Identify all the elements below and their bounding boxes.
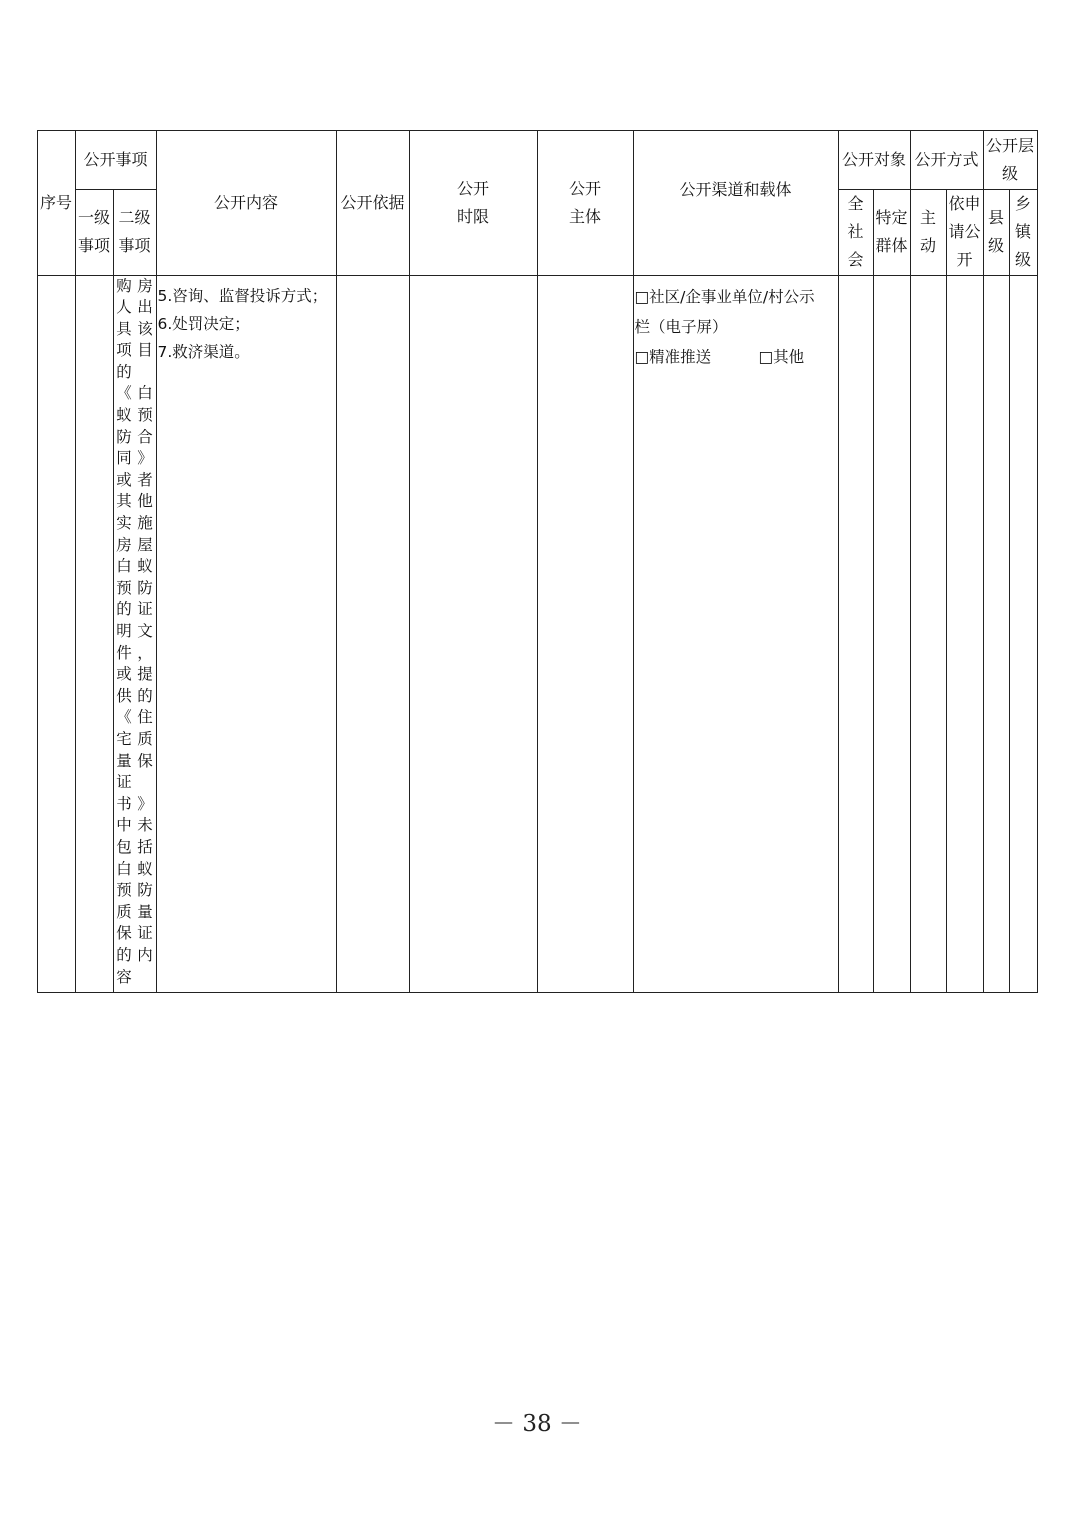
secondary-right-char: 屋 bbox=[137, 535, 153, 554]
secondary-left-char: 的 bbox=[116, 945, 132, 964]
content-line-6: 6.处罚决定； bbox=[157, 314, 250, 333]
content-line-7: 7.救济渠道。 bbox=[157, 342, 250, 361]
row-time-limit bbox=[409, 275, 538, 993]
secondary-right-char: 施 bbox=[137, 514, 153, 533]
secondary-left-char: 实 bbox=[116, 514, 132, 533]
header-audience-all: 全 社 会 bbox=[838, 189, 874, 276]
secondary-right-char: 量 bbox=[137, 902, 153, 921]
secondary-right-char: 蚁 bbox=[137, 859, 153, 878]
secondary-right-char: 的 bbox=[137, 686, 153, 705]
secondary-left-char: 证 bbox=[116, 773, 132, 792]
channel-options bbox=[635, 342, 838, 372]
secondary-right-char: 预 bbox=[137, 406, 153, 425]
secondary-left-char: 预 bbox=[116, 881, 132, 900]
secondary-left-char: 的 bbox=[116, 600, 132, 619]
secondary-right-char: 目 bbox=[137, 341, 153, 360]
secondary-left-char: 蚁 bbox=[116, 406, 132, 425]
row-subject bbox=[537, 275, 634, 993]
secondary-left-char: 宅 bbox=[116, 729, 132, 748]
secondary-left-char: 具 bbox=[116, 319, 132, 338]
secondary-left-char: 防 bbox=[116, 427, 132, 446]
channel-other: □其他 bbox=[758, 347, 805, 366]
row-method-request bbox=[946, 275, 984, 993]
secondary-left-char: 质 bbox=[116, 902, 132, 921]
secondary-left-char: 的 bbox=[116, 362, 132, 381]
secondary-right-char: 括 bbox=[137, 837, 153, 856]
secondary-right-char: 质 bbox=[137, 729, 153, 748]
secondary-right-char: 他 bbox=[137, 492, 153, 511]
secondary-right-char: 该 bbox=[137, 319, 153, 338]
row-audience-all bbox=[838, 275, 874, 993]
header-items-group: 公开事项 bbox=[75, 130, 157, 190]
secondary-right-char: ， bbox=[137, 643, 153, 662]
header-level-town: 乡 镇 级 bbox=[1009, 189, 1038, 276]
secondary-right-char: 证 bbox=[137, 600, 153, 619]
channel-community: □社区/企事业单位/村公示 bbox=[634, 287, 815, 306]
row-level2 bbox=[113, 275, 157, 993]
secondary-left-char: 人 bbox=[116, 298, 132, 317]
secondary-left-char: 《 bbox=[116, 708, 132, 727]
secondary-right-char: 防 bbox=[137, 578, 153, 597]
row-level-county bbox=[983, 275, 1010, 993]
secondary-left-char: 《 bbox=[116, 384, 132, 403]
row-basis bbox=[336, 275, 410, 993]
secondary-left-char: 书 bbox=[116, 794, 132, 813]
secondary-left-char: 中 bbox=[116, 816, 132, 835]
header-seq: 序号 bbox=[37, 130, 76, 276]
header-audience-specific: 特定 群体 bbox=[873, 189, 911, 276]
secondary-right-char: 保 bbox=[137, 751, 153, 770]
header-audience-group: 公开对象 bbox=[838, 130, 911, 190]
row-channel bbox=[633, 275, 839, 993]
secondary-right-char: 房 bbox=[137, 276, 153, 295]
header-level1: 一级 事项 bbox=[75, 189, 114, 276]
secondary-left-char: 其 bbox=[116, 492, 132, 511]
secondary-right-char: 白 bbox=[137, 384, 153, 403]
secondary-left-char: 白 bbox=[116, 859, 132, 878]
header-level2: 二级 事项 bbox=[113, 189, 157, 276]
header-content: 公开内容 bbox=[156, 130, 337, 276]
secondary-right-char: 证 bbox=[137, 924, 153, 943]
secondary-left-char: 房 bbox=[116, 535, 132, 554]
row-level-town bbox=[1009, 275, 1038, 993]
secondary-right-char: 内 bbox=[137, 945, 153, 964]
secondary-right-char: 》 bbox=[137, 794, 153, 813]
header-channel: 公开渠道和载体 bbox=[633, 130, 839, 276]
header-basis: 公开依据 bbox=[336, 130, 410, 276]
secondary-right-char: 出 bbox=[137, 298, 153, 317]
secondary-right-char: 文 bbox=[137, 622, 153, 640]
row-level1 bbox=[75, 275, 114, 993]
secondary-right-char: 未 bbox=[137, 816, 153, 835]
secondary-left-char: 白 bbox=[116, 557, 132, 576]
secondary-left-char: 预 bbox=[116, 578, 132, 597]
row-method-active bbox=[910, 275, 947, 993]
secondary-right-char: 提 bbox=[137, 665, 153, 684]
header-time-limit: 公开 时限 bbox=[409, 130, 538, 276]
secondary-left-char: 同 bbox=[116, 449, 132, 468]
row-seq bbox=[37, 275, 76, 993]
channel-screen: 栏（电子屏） bbox=[634, 317, 728, 336]
secondary-left-char: 件 bbox=[116, 643, 132, 662]
secondary-right-char: 》 bbox=[137, 449, 153, 468]
secondary-left-char: 或 bbox=[116, 470, 132, 489]
page-number: － 38 － bbox=[492, 1411, 582, 1437]
secondary-right-char: 蚁 bbox=[137, 557, 153, 576]
header-level-group: 公开层 级 bbox=[983, 130, 1038, 190]
content-line-5: 5.咨询、监督投诉方式； bbox=[157, 286, 328, 305]
header-subject: 公开 主体 bbox=[537, 130, 634, 276]
secondary-right-char: 者 bbox=[137, 470, 153, 489]
secondary-right-char: 防 bbox=[137, 881, 153, 900]
secondary-left-char: 包 bbox=[116, 837, 132, 856]
secondary-column-left bbox=[114, 276, 134, 992]
secondary-left-char: 量 bbox=[116, 751, 132, 770]
secondary-left-char: 明 bbox=[116, 622, 132, 640]
header-method-active: 主 动 bbox=[910, 189, 947, 276]
secondary-left-char: 或 bbox=[116, 665, 132, 684]
header-method-request: 依申 请公 开 bbox=[946, 189, 984, 276]
secondary-left-char: 购 bbox=[116, 276, 132, 295]
secondary-left-char: 保 bbox=[116, 924, 132, 943]
channel-precise-push: □精准推送 bbox=[634, 347, 712, 366]
header-method-group: 公开方式 bbox=[910, 130, 984, 190]
secondary-column-right bbox=[135, 276, 155, 992]
secondary-left-char: 项 bbox=[116, 341, 132, 360]
row-audience-specific bbox=[873, 275, 911, 993]
secondary-right-char: 住 bbox=[137, 708, 153, 727]
secondary-right-char: 合 bbox=[137, 427, 153, 446]
secondary-left-char: 供 bbox=[116, 686, 132, 705]
row-content bbox=[156, 275, 337, 993]
header-level-county: 县 级 bbox=[983, 189, 1010, 276]
secondary-left-char: 容 bbox=[116, 967, 132, 986]
